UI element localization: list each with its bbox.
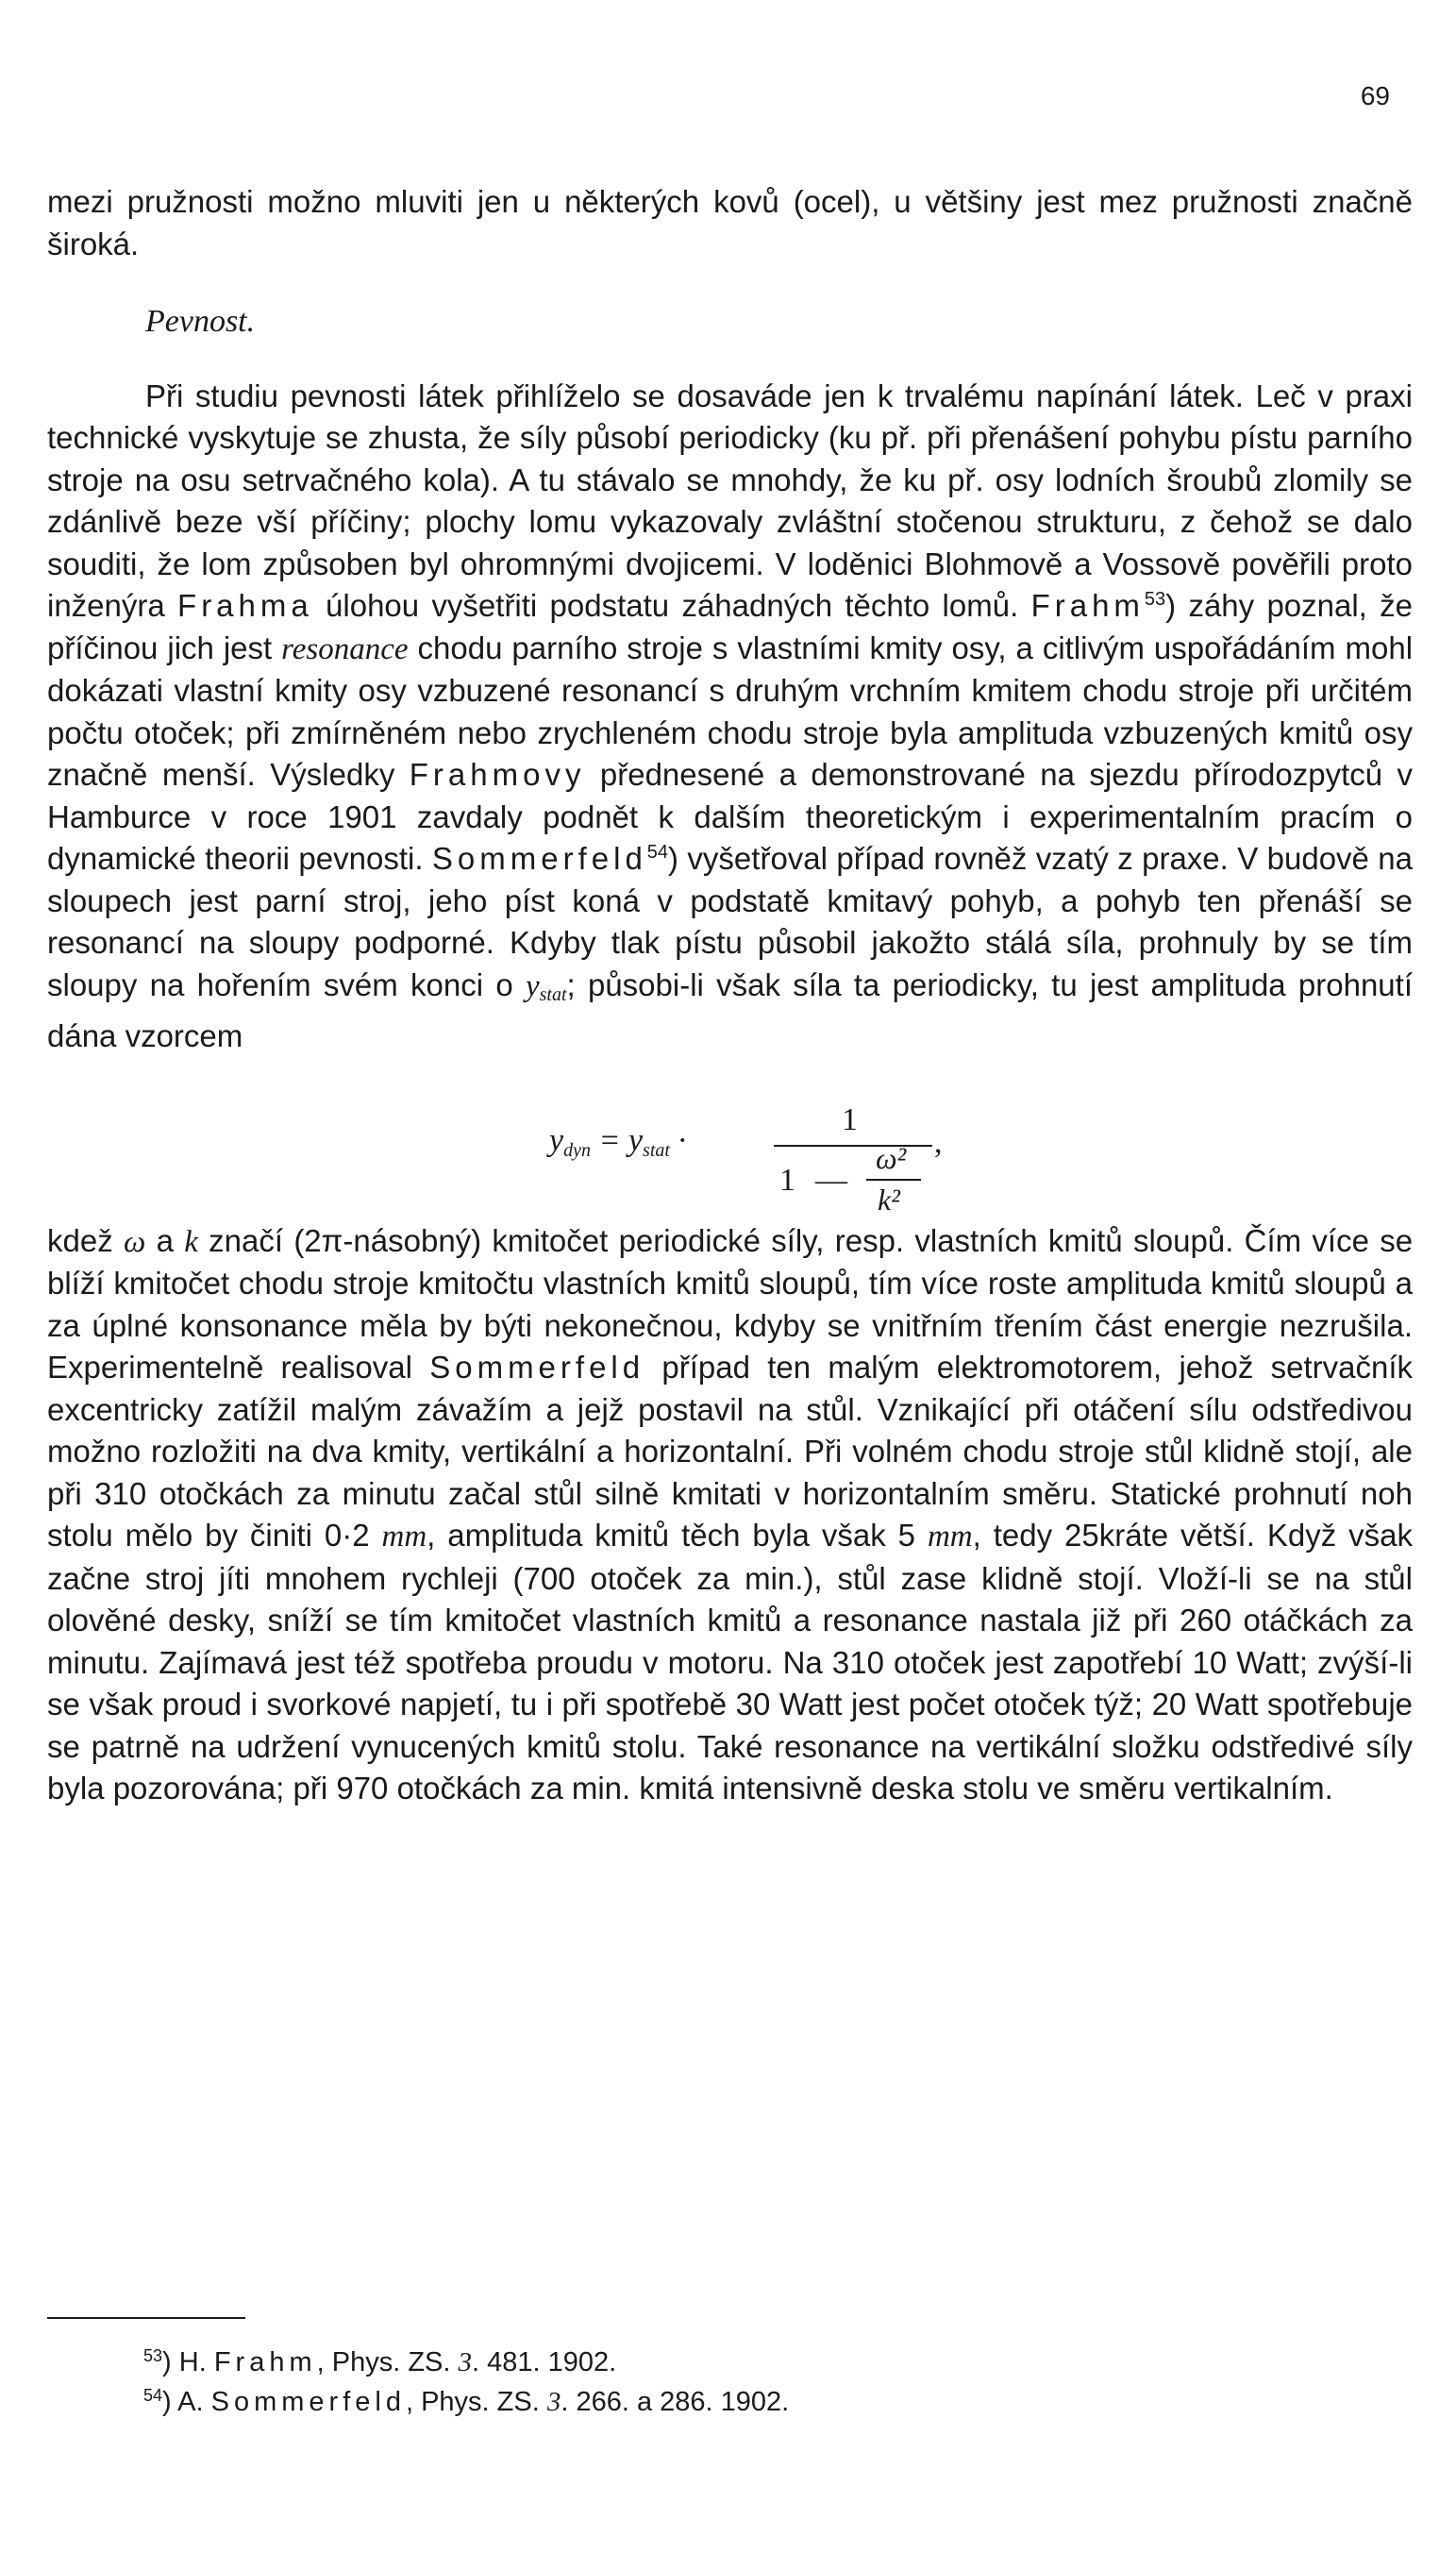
unit-mm: mm: [927, 1520, 973, 1554]
intro-paragraph: mezi pružnosti možno mluviti jen u některých kovů (ocel), u většiny jest mez pružnosti značně široká.: [47, 184, 1413, 261]
formula-numerator: 1: [842, 1101, 858, 1137]
formula-k-squared: k²: [878, 1182, 900, 1217]
footnote-text: A.: [171, 2387, 211, 2417]
footnote-volume: 3: [546, 2387, 561, 2417]
footnote-text: H.: [171, 2347, 214, 2377]
text-run: přednesené a demonstrované na sjezdu přírodozpytců v Hamburce v roce 1901 zavdaly podnět k dalším theoretickým i experimentalním pracím o dynamické theorii pevnosti.: [47, 757, 1414, 876]
subscript-stat: stat: [539, 983, 567, 1005]
text-run: chodu parního stroje s vlastními kmity osy, a citlivým uspořádáním mohl dokázati vlastní kmity osy vzbuzené resonancí s druhým vrchním kmitem chodu stroje při určitém počtu otoček; při zmírněném nebo zrychleném chodu stroje byla amplituda vzbuzených kmitů osy značně menší. Výsledky: [47, 630, 1414, 792]
formula-minus: —: [815, 1162, 847, 1198]
formula-denominator-one: 1: [779, 1162, 795, 1198]
author-sommerfeld: Sommerfeld: [429, 1350, 645, 1385]
author-frahmovy: Frahmovy: [409, 757, 586, 792]
paragraph-experiment: [47, 1220, 1413, 1810]
footnote-text: . 266. a 286. 1902.: [561, 2387, 790, 2417]
footnote-ref-54: 54: [646, 842, 669, 863]
author-sommerfeld: Sommerfeld: [431, 841, 647, 876]
symbol-omega: ω: [124, 1224, 146, 1259]
footnote-text: , Phys. ZS.: [316, 2347, 459, 2377]
formula-comma: ,: [934, 1124, 943, 1160]
formula-lhs: [549, 1120, 686, 1172]
formula-sub-dyn: dyn: [563, 1139, 591, 1161]
text-run: ) záhy poznal, že příčinou jich jest: [47, 588, 1414, 665]
paragraph-strength: [47, 376, 1413, 1058]
section-heading: Pevnost.: [145, 304, 256, 339]
footnote-volume: 3: [458, 2347, 472, 2377]
footnote-54: [143, 2382, 789, 2422]
formula-y-dyn: y: [549, 1122, 564, 1158]
footnote-53: [143, 2343, 789, 2382]
footnote-author: Sommerfeld: [210, 2387, 406, 2417]
footnote-author: Frahm: [213, 2347, 317, 2377]
term-resonance: resonance: [281, 631, 409, 666]
unit-mm: mm: [381, 1520, 427, 1554]
text-run: značí (2π-násobný) kmitočet periodické síly, resp. vlastních kmitů sloupů. Čím více se blíží kmitočet chodu stroje kmitočtu vlastních kmitů sloupů, tím více roste amplituda kmitů sloupů a za úplné konsonance měla by býti nekonečnou, kdyby se vnitřním třením část energie nezrušila. Experimentelně realisoval: [47, 1222, 1414, 1385]
formula-dot: ·: [669, 1122, 686, 1158]
text-run: případ ten malým elektromotorem, jehož setrvačník excentricky zatížil malým závažím a jejž postavil na stůl. Vznikající při otáčení sílu odstředivou možno rozložiti na dva kmity, vertikální a horizontalní. Při volném chodu stroje stůl klidně stojí, ale při 310 otočkách za minutu začal stůl silně kmitati v horizontalním směru. Statické prohnutí noh stolu mělo by činiti 0·2: [47, 1350, 1413, 1553]
text-run: ; působi-li však síla ta periodicky, tu jest amplituda prohnutí dána vzorcem: [47, 966, 1413, 1053]
text-run: , amplituda kmitů těch byla však 5: [427, 1518, 915, 1553]
page-body: [47, 181, 1413, 1810]
text-run: Při studiu pevnosti látek přihlíželo se dosaváde jen k trvalému napínání látek. Leč v praxi technické vyskytuje se zhusta, že síly působí periodicky (ku př. při přenášení pohybu pístu parního stroje na osu setrvačného kola). A tu stávalo se mnohdy, že ku př. osy lodních šroubů zlomily se zdánlivě beze vší příčiny; plochy lomu vykazovaly zvláštní stočenou strukturu, z čehož se dalo souditi, že lom způsoben byl ohromnými dvojicemi. V loděnici Blohmově a Vossově pověřili proto inženýra: [47, 378, 1413, 623]
formula-fraction-bar: [774, 1145, 932, 1147]
footnote-mark: 53: [143, 2346, 163, 2365]
footnote-ref-53: 53: [1144, 589, 1166, 610]
symbol-y: y: [525, 968, 540, 1003]
footnote-rule: [47, 2317, 245, 2319]
text-run: kdež: [47, 1222, 113, 1258]
author-frahm: Frahm: [1030, 588, 1145, 623]
text-run: úlohou vyšetřiti podstatu záhadných těchto lomů.: [326, 588, 1019, 623]
footnote-paren: ): [162, 2387, 172, 2417]
formula-y-stat: y: [628, 1122, 644, 1158]
text-run: ) vyšetřoval případ rovněž vzatý z praxe. V budově na sloupech jest parní stroj, jeho píst koná v podstatě kmitavý pohyb, a pohyb ten přenáší se resonancí na sloupy podporné. Kdyby tlak pístu působil jakožto stálá síla, prohnuly by se tím sloupy na hořením svém konci o: [47, 841, 1414, 1002]
footnote-mark: 54: [143, 2386, 163, 2405]
footnote-text: . 481. 1902.: [472, 2347, 617, 2377]
formula-sub-stat: stat: [643, 1139, 670, 1161]
footnote-paren: ): [162, 2347, 172, 2377]
symbol-k: k: [184, 1224, 198, 1259]
footnote-text: , Phys. ZS.: [405, 2387, 547, 2417]
page-number: 69: [1360, 81, 1390, 110]
formula: [47, 1075, 1413, 1217]
formula-omega-squared: ω²: [876, 1140, 907, 1175]
text-run: , tedy 25kráte větší. Když však začne stroj jíti mnohem rychleji (700 otoček za min.), stůl zase klidně stojí. Vloží-li se na stůl olověné desky, sníží se tím kmitočet vlastních kmitů a resonance nastala již při 260 otáčkách za minutu. Zajímavá jest též spotřeba proudu v motoru. Na 310 otoček jest zapotřebí 10 Watt; zvýší-li se však proud i svorkové napjetí, tu i při spotřebě 30 Watt jest počet otoček týž; 20 Watt spotřebuje se patrně na udržení vynucených kmitů stolu. Také resonance na vertikální složku odstředivé síly byla pozorována; při 970 otočkách za min. kmitá intensivně deska stolu ve směru vertikalním.: [47, 1518, 1413, 1806]
text-run: a: [156, 1222, 174, 1258]
footnotes: [143, 2343, 789, 2422]
formula-equals: =: [590, 1122, 628, 1158]
author-frahma: Frahma: [177, 588, 313, 623]
